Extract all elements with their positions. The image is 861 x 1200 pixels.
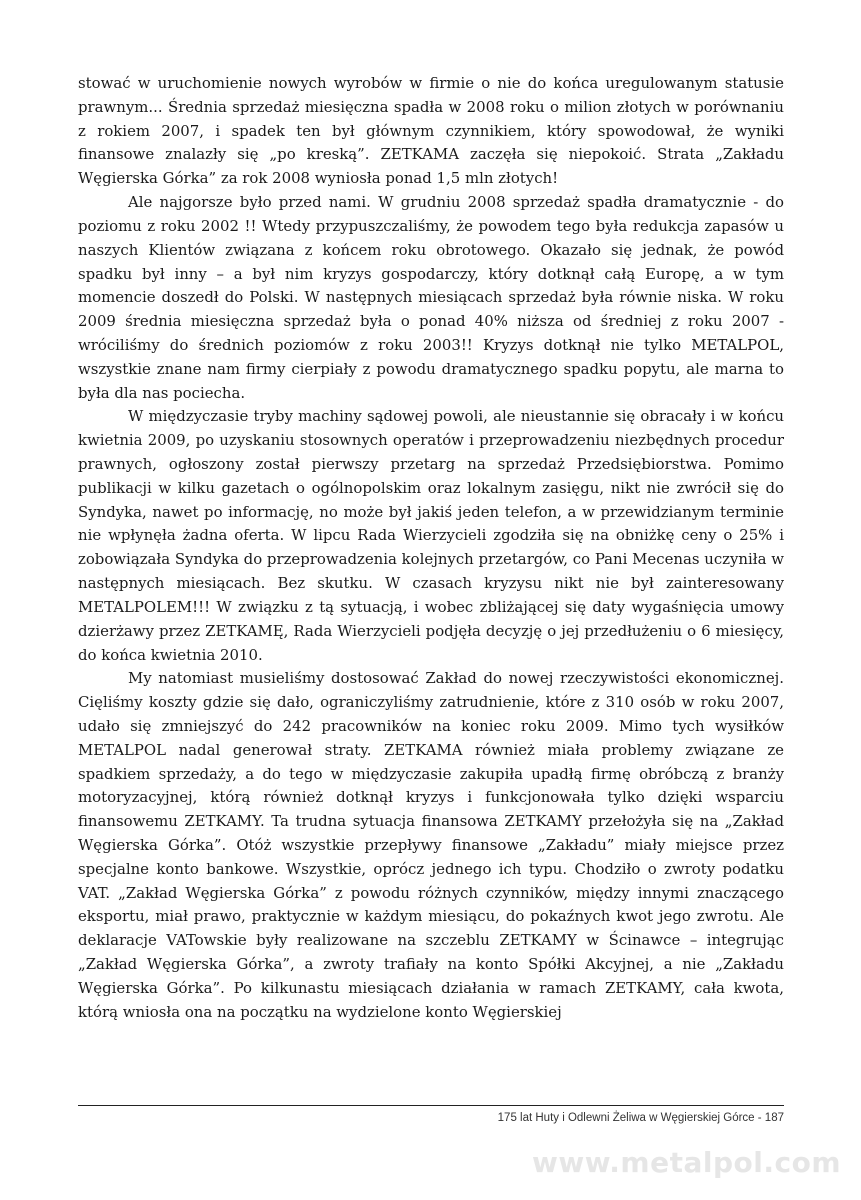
paragraph-1: stować w uruchomienie nowych wyrobów w firmie o nie do końca uregulowanym statusie prawnym... Średnia sprzedaż miesięczna spadła w 2008 roku o milion złotych w porównaniu z rokiem 2007, i spadek ten był głównym czynnikiem, który spowodował, że wyniki finansowe znalazły się „po kreską”. ZETKAMA zaczęła się niepokoić. Strata „Zakładu Węgierska Górka” za rok 2008 wyniosła ponad 1,5 mln złotych!	[78, 74, 784, 188]
paragraph-4: My natomiast musieliśmy dostosować Zakład do nowej rzeczywistości ekonomicznej. Cięliśmy koszty gdzie się dało, ograniczyliśmy zatrudnienie, które z 310 osób w roku 2007, udało się zmniejszyć do 242 pracowników na koniec roku 2009. Mimo tych wysiłków METALPOL nadal generował straty. ZETKAMA również miała problemy związane ze spadkiem sprzedaży, a do tego w międzyczasie zakupiła upadłą firmę obróbczą z branży motoryzacyjnej, którą również dotknął kryzys i funkcjonowała tylko dzięki wsparciu finansowemu ZETKAMY. Ta trudna sytuacja finansowa ZETKAMY przełożyła się na „Zakład Węgierska Górka”. Otóż wszystkie przepływy finansowe „Zakładu” miały miejsce przez specjalne konto bankowe. Wszystkie, oprócz jednego ich typu. Chodziło o zwroty podatku VAT. „Zakład Węgierska Górka” z powodu różnych czynników, między innymi znaczącego eksportu, miał prawo, praktycznie w każdym miesiącu, do pokaźnych kwot jego zwrotu. Ale deklaracje VATowskie były realizowane na szczeblu ZETKAMY w Ścinawce – integrując „Zakład Węgierska Górka”, a zwroty trafiały na konto Spółki Akcyjnej, a nie „Zakładu Węgierska Górka”. Po kilkunastu miesiącach działania w ramach ZETKAMY, cała kwota, którą wniosła ona na początku na wydzielone konto Węgierskiej	[78, 669, 784, 1021]
paragraph-3: W międzyczasie tryby machiny sądowej powoli, ale nieustannie się obracały i w końcu kwietnia 2009, po uzyskaniu stosownych operatów i przeprowadzeniu niezbędnych procedur prawnych, ogłoszony został pierwszy przetarg na sprzedaż Przedsiębiorstwa. Pomimo publikacji w kilku gazetach o ogólnopolskim oraz lokalnym zasięgu, nikt nie zwrócił się do Syndyka, nawet po informację, no może był jakiś jeden telefon, a w przewidzianym terminie nie wpłynęła żadna oferta. W lipcu Rada Wierzycieli zgodziła się na obniżkę ceny o 25% i zobowiązała Syndyka do przeprowadzenia kolejnych przetargów, co Pani Mecenas uczyniła w następnych miesiącach. Bez skutku. W czasach kryzysu nikt nie był zainteresowany METALPOLEM!!! W związku z tą sytuacją, i wobec zbliżającej się daty wygaśnięcia umowy dzierżawy przez ZETKAMĘ, Rada Wierzycieli podjęła decyzję o jej przedłużeniu o 6 miesięcy, do końca kwietnia 2010.	[78, 407, 784, 664]
running-footer: 175 lat Huty i Odlewni Żeliwa w Węgierskiej Górce - 187	[497, 1112, 784, 1124]
footer-rule	[78, 1105, 784, 1106]
paragraph-2: Ale najgorsze było przed nami. W grudniu 2008 sprzedaż spadła dramatycznie - do poziomu z roku 2002 !! Wtedy przypuszczaliśmy, że powodem tego była redukcja zapasów u naszych Klientów związana z końcem roku obrotowego. Okazało się jednak, że powód spadku był inny – a był nim kryzys gospodarczy, który dotknął całą Europę, a w tym momencie doszedł do Polski. W następnych miesiącach sprzedaż była równie niska. W roku 2009 średnia miesięczna sprzedaż była o ponad 40% niższa od średniej z roku 2007 - wróciliśmy do średnich poziomów z roku 2003!! Kryzys dotknął nie tylko METALPOL, wszystkie znane nam firmy cierpiały z powodu dramatycznego spadku popytu, ale marna to była dla nas pociecha.	[78, 193, 784, 402]
body-text	[78, 72, 784, 1025]
watermark: www.metalpol.com	[531, 1146, 841, 1179]
